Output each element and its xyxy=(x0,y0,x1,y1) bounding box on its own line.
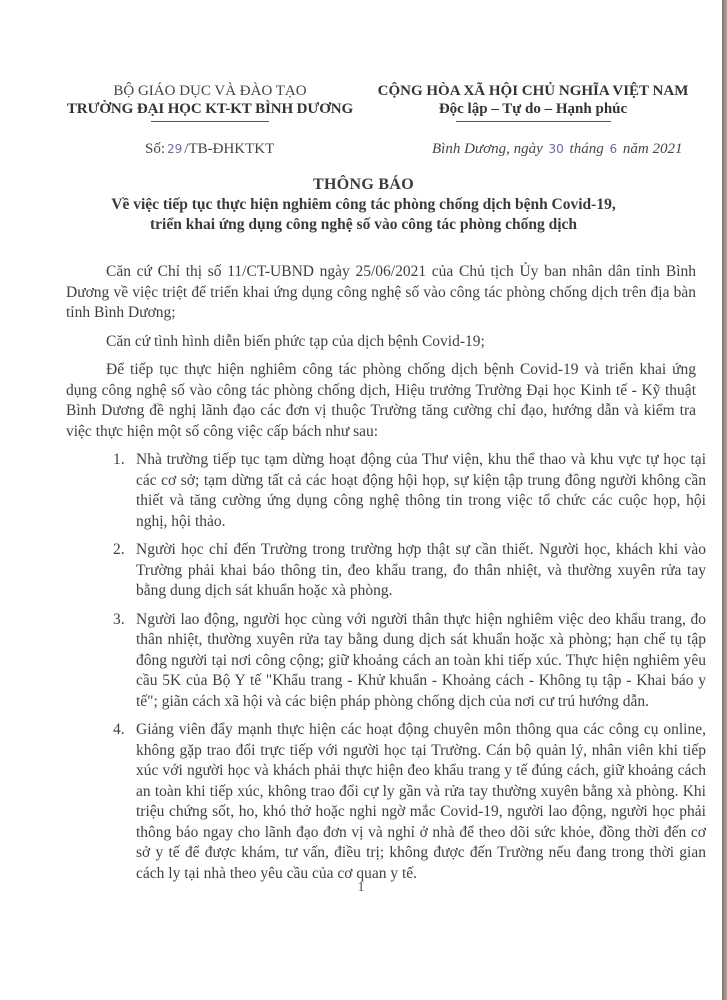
date-place-prefix: Bình Dương, ngày xyxy=(432,141,543,157)
intro-paragraph: Để tiếp tục thực hiện nghiêm công tác phòng chống dịch bệnh Covid-19 và triển khai ứng dụng công nghệ số vào công tác phòng chống dịch, Hiệu trưởng Trường Đại học Kinh tế - Kỹ thuật Bình Dương đề nghị lãnh đạo các đơn vị thuộc Trường tăng cường chỉ đạo, hướng dẫn và kiểm tra việc thực hiện một số công việc cấp bách như sau: xyxy=(66,361,696,440)
document-body xyxy=(66,262,706,892)
national-motto: Độc lập – Tự do – Hạnh phúc xyxy=(438,101,628,117)
directive-item-2 xyxy=(96,540,706,602)
directive-number: 2. xyxy=(113,541,125,558)
date-year: năm 2021 xyxy=(622,141,683,157)
legal-basis-paragraph-1: Căn cứ Chỉ thị số 11/CT-UBND ngày 25/06/2021 của Chủ tịch Ủy ban nhân dân tỉnh Bình Dương về việc triệt để triển khai ứng dụng công nghệ số vào công tác phòng chống dịch trên địa bàn tỉnh Bình Dương; xyxy=(66,263,696,321)
issuing-authority xyxy=(60,82,360,122)
directive-number: 4. xyxy=(113,721,125,738)
document-title-block xyxy=(0,175,727,235)
document-number-suffix: /TB-ĐHKTKT xyxy=(184,141,275,157)
place-and-date xyxy=(432,139,682,159)
directive-text: Người học chỉ đến Trường trong trường hợp thật sự cần thiết. Người học, khách khi vào Trường phải khai báo thông tin, đeo khẩu trang, đo thân nhiệt, và thường xuyên rửa tay bằng dung dịch sát khuẩn hoặc xà phòng. xyxy=(136,541,706,599)
directive-text: Nhà trường tiếp tục tạm dừng hoạt động của Thư viện, khu thể thao và khu vực tự học tại các cơ sở; tạm dừng tất cả các hoạt động hội họp, sự kiện tập trung đông người không cần thiết và tăng cường ứng dụng công nghệ thông tin trong việc tổ chức các cuộc họp, hội nghị, hội thảo. xyxy=(136,451,706,530)
document-number-handwritten: 29 xyxy=(167,142,183,156)
document-number-prefix: Số: xyxy=(145,141,166,157)
directive-text: Giảng viên đẩy mạnh thực hiện các hoạt động chuyên môn thông qua các công cụ online, không gặp trao đổi trực tiếp với người học tại Trường. Cán bộ quản lý, nhân viên khi tiếp xúc với người học và khách phải thực hiện đeo khẩu trang y tế đúng cách, giữ khoảng cách an toàn khi tiếp xúc, không trao đổi cự ly gần và rửa tay thường xuyên bằng xà phòng. Khi triệu chứng sốt, ho, khó thở hoặc nghi ngờ mắc Covid-19, người lao động, người học phải thông báo ngay cho lãnh đạo đơn vị và nghỉ ở nhà để theo dõi sức khỏe, đồng thời đến cơ sở y tế để được khám, tư vấn, điều trị; không được đến Trường nếu đang trong thời gian cách ly tại nhà theo yêu cầu của cơ quan y tế. xyxy=(136,721,706,882)
directive-item-1 xyxy=(96,450,706,532)
directive-number: 3. xyxy=(113,610,125,628)
document-subtitle-line-1: Về việc tiếp tục thực hiện nghiêm công tác phòng chống dịch bệnh Covid-19, xyxy=(111,196,616,213)
date-month-label: tháng xyxy=(569,141,604,157)
directive-list xyxy=(66,450,706,884)
ministry-name: BỘ GIÁO DỤC VÀ ĐÀO TẠO xyxy=(113,83,307,99)
document-subtitle-line-2: triển khai ứng dụng công nghệ số vào công tác phòng chống dịch xyxy=(149,216,578,233)
scan-edge-border xyxy=(722,0,727,1000)
nation-name: CỘNG HÒA XÃ HỘI CHỦ NGHĨA VIỆT NAM xyxy=(377,83,689,99)
directive-number: 1. xyxy=(113,451,125,468)
page-number: 1 xyxy=(357,880,365,895)
directive-item-3 xyxy=(96,610,706,713)
date-month-handwritten: 6 xyxy=(609,142,618,156)
reference-row xyxy=(0,139,722,161)
document-title: THÔNG BÁO xyxy=(313,176,414,193)
university-underline xyxy=(151,121,269,122)
legal-basis-paragraph-2: Căn cứ tình hình diễn biến phức tạp của dịch bệnh Covid-19; xyxy=(106,332,485,350)
university-name: TRƯỜNG ĐẠI HỌC KT-KT BÌNH DƯƠNG xyxy=(66,101,354,117)
directive-item-4 xyxy=(96,720,706,884)
directive-text: Người lao động, người học cùng với người thân thực hiện nghiêm việc deo khẩu trang, đo thân nhiệt, thường xuyên rửa tay bằng dung dịch sát khuẩn hoặc xà phòng; hạn chế tụ tập đông người tại nơi công cộng; giữ khoảng cách an toàn khi tiếp xúc. Thực hiện nghiêm yêu cầu 5K của Bộ Y tế "Khẩu trang - Khử khuẩn - Khoảng cách - Không tụ tập - Khai báo y tế"; giãn cách xã hội và các biện pháp phòng chống dịch của nơi cư trú hướng dẫn. xyxy=(136,610,706,710)
document-number xyxy=(145,139,274,159)
motto-underline xyxy=(456,121,611,122)
national-heading xyxy=(360,82,706,122)
date-day-handwritten: 30 xyxy=(548,142,564,156)
